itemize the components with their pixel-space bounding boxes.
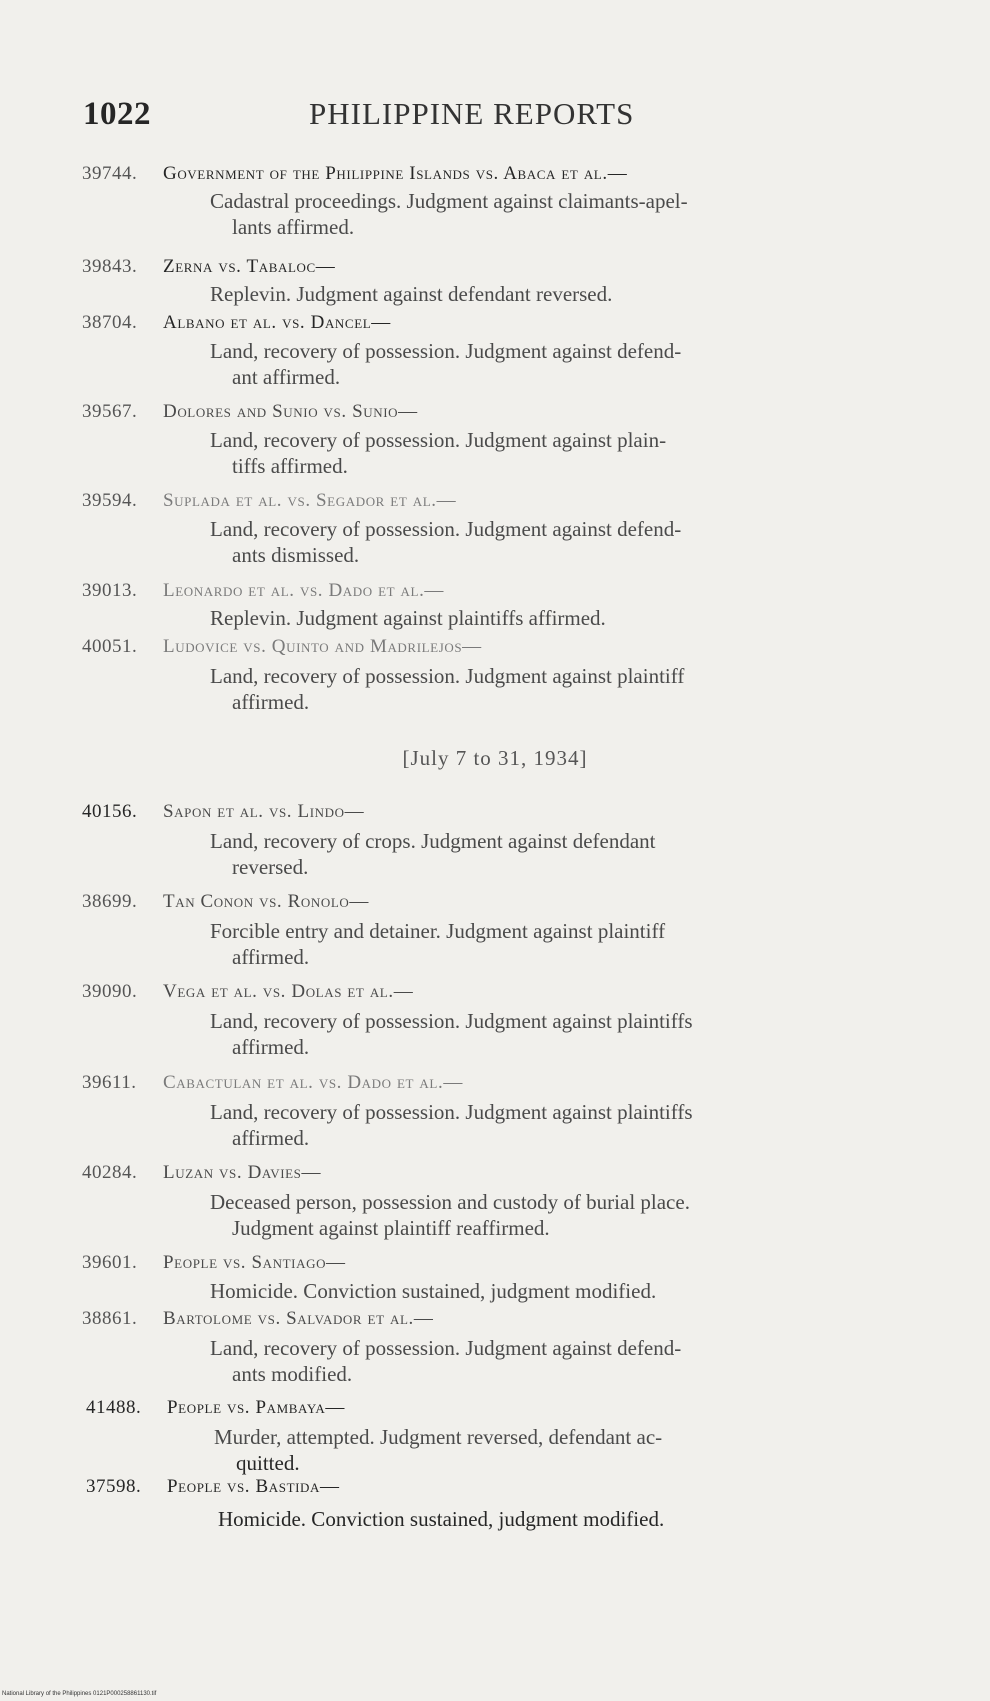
- case-parties: Sapon et al. vs. Lindo—: [163, 801, 365, 822]
- case-number: 39843.: [82, 256, 138, 277]
- case-number: 38704.: [82, 312, 138, 333]
- case-parties: Albano et al. vs. Dancel—: [163, 312, 391, 333]
- case-disposition: Homicide. Conviction sustained, judgment modified.: [218, 1507, 665, 1531]
- running-head: PHILIPPINE REPORTS: [309, 96, 635, 131]
- case-disposition: Land, recovery of possession. Judgment against defend- ants dismissed.: [210, 517, 682, 567]
- case-parties: Suplada et al. vs. Segador et al.—: [163, 490, 457, 511]
- case-disposition: Land, recovery of possession. Judgment against plain- tiffs affirmed.: [210, 428, 667, 478]
- case-number: 39090.: [82, 981, 138, 1002]
- page-number: 1022: [83, 96, 151, 132]
- scan-watermark: National Library of the Philippines 0121P000258861130.tif: [2, 1691, 157, 1697]
- case-parties: Dolores and Sunio vs. Sunio—: [163, 401, 418, 422]
- case-parties: Zerna vs. Tabaloc—: [163, 256, 336, 277]
- section-date: [July 7 to 31, 1934]: [402, 746, 588, 770]
- case-number: 39594.: [82, 490, 138, 511]
- case-parties: Luzan vs. Davies—: [163, 1162, 322, 1183]
- case-disposition: Land, recovery of possession. Judgment against plaintiffs affirmed.: [210, 1100, 693, 1150]
- case-disposition: Deceased person, possession and custody of burial place. Judgment against plaintiff reaffirmed.: [210, 1190, 690, 1240]
- case-number: 39744.: [82, 163, 138, 184]
- case-number: 39601.: [82, 1252, 138, 1273]
- case-parties: Vega et al. vs. Dolas et al.—: [163, 981, 414, 1002]
- case-number: 39611.: [82, 1072, 137, 1093]
- case-disposition: Land, recovery of possession. Judgment against defend- ant affirmed.: [210, 339, 682, 389]
- case-number: 41488.: [86, 1397, 142, 1418]
- case-disposition: Murder, attempted. Judgment reversed, defendant ac- quitted.: [214, 1425, 663, 1475]
- case-parties: Government of the Philippine Islands vs. Abaca et al.—: [163, 163, 628, 184]
- case-parties: Ludovice vs. Quinto and Madrilejos—: [163, 636, 482, 657]
- case-number: 38861.: [82, 1308, 138, 1329]
- case-parties: People vs. Pambaya—: [167, 1397, 345, 1418]
- case-number: 38699.: [82, 891, 138, 912]
- case-number: 40156.: [82, 801, 138, 822]
- case-number: 40284.: [82, 1162, 138, 1183]
- case-parties: People vs. Bastida—: [167, 1476, 340, 1497]
- case-parties: Bartolome vs. Salvador et al.—: [163, 1308, 434, 1329]
- case-parties: Leonardo et al. vs. Dado et al.—: [163, 580, 445, 601]
- case-parties: People vs. Santiago—: [163, 1252, 346, 1273]
- case-disposition: Forcible entry and detainer. Judgment against plaintiff affirmed.: [210, 919, 666, 969]
- case-parties: Tan Conon vs. Ronolo—: [163, 891, 369, 912]
- case-number: 39013.: [82, 580, 138, 601]
- case-disposition: Land, recovery of possession. Judgment against defend- ants modified.: [210, 1336, 682, 1386]
- case-disposition: Replevin. Judgment against defendant reversed.: [210, 282, 613, 306]
- case-disposition: Land, recovery of possession. Judgment against plaintiff affirmed.: [210, 664, 685, 714]
- case-disposition: Replevin. Judgment against plaintiffs affirmed.: [210, 606, 606, 630]
- page-header: [83, 96, 943, 140]
- case-number: 37598.: [86, 1476, 142, 1497]
- case-number: 40051.: [82, 636, 138, 657]
- case-parties: Cabactulan et al. vs. Dado et al.—: [163, 1072, 463, 1093]
- case-number: 39567.: [82, 401, 138, 422]
- case-disposition: Land, recovery of crops. Judgment against defendant reversed.: [210, 829, 656, 879]
- case-disposition: Cadastral proceedings. Judgment against claimants-apel- lants affirmed.: [210, 189, 688, 239]
- case-disposition: Homicide. Conviction sustained, judgment modified.: [210, 1279, 657, 1303]
- case-disposition: Land, recovery of possession. Judgment against plaintiffs affirmed.: [210, 1009, 693, 1059]
